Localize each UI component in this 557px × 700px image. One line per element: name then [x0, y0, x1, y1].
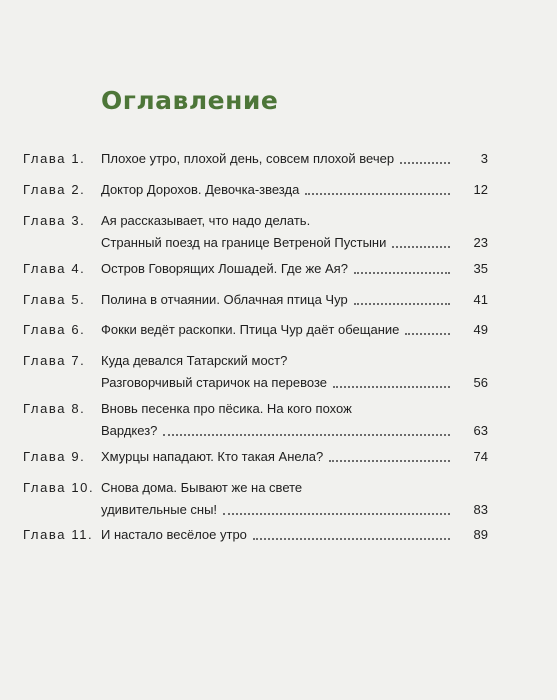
chapter-body	[101, 289, 488, 311]
chapter-body	[101, 524, 488, 546]
chapter-label: Глава 1.	[23, 151, 86, 166]
dot-leader	[305, 193, 450, 195]
chapter-line	[101, 148, 488, 170]
chapter-line	[101, 258, 488, 280]
page-number: 3	[480, 151, 488, 166]
chapter-body	[101, 398, 488, 442]
chapter-label: Глава 3.	[23, 213, 86, 228]
dot-leader	[392, 246, 450, 248]
page-number: 83	[473, 502, 488, 517]
chapter-label: Глава 2.	[23, 182, 86, 197]
chapter-body	[101, 477, 488, 521]
dot-leader	[163, 434, 450, 436]
chapter-body	[101, 350, 488, 394]
chapter-title: Фокки ведёт раскопки. Птица Чур даёт обещание	[101, 322, 400, 337]
dot-leader	[405, 333, 450, 335]
chapter-body	[101, 319, 488, 341]
chapter-title: Ая рассказывает, что надо делать.	[101, 213, 311, 228]
chapter-label: Глава 9.	[23, 449, 86, 464]
page-number: 35	[473, 261, 488, 276]
chapter-body	[101, 258, 488, 280]
chapter-line	[101, 477, 488, 499]
dot-leader	[329, 460, 450, 462]
chapter-label: Глава 4.	[23, 261, 86, 276]
chapter-title: Остров Говорящих Лошадей. Где же Ая?	[101, 261, 348, 276]
chapter-title: Разговорчивый старичок на перевозе	[101, 375, 328, 390]
chapter-line	[101, 179, 488, 201]
chapter-line	[101, 398, 488, 420]
chapter-line	[101, 319, 488, 341]
chapter-title: Вардкез?	[101, 423, 158, 438]
chapter-label: Глава 5.	[23, 292, 86, 307]
dot-leader	[354, 272, 450, 274]
chapter-title: Странный поезд на границе Ветреной Пустыни	[101, 235, 387, 250]
page-number: 56	[473, 375, 488, 390]
page-number: 74	[473, 449, 488, 464]
dot-leader	[253, 538, 450, 540]
chapter-line	[101, 232, 488, 254]
dot-leader	[400, 162, 450, 164]
chapter-body	[101, 210, 488, 254]
page-number: 12	[473, 182, 488, 197]
chapter-body	[101, 148, 488, 170]
chapter-line	[101, 499, 488, 521]
chapter-label: Глава 10.	[23, 480, 95, 495]
page-number: 23	[473, 235, 488, 250]
dot-leader	[223, 513, 450, 515]
page-number: 63	[473, 423, 488, 438]
chapter-line	[101, 289, 488, 311]
chapter-title: Доктор Дорохов. Девочка-звезда	[101, 182, 300, 197]
toc-title: Оглавление	[101, 86, 279, 115]
chapter-title: Плохое утро, плохой день, совсем плохой вечер	[101, 151, 395, 166]
chapter-label: Глава 6.	[23, 322, 86, 337]
chapter-title: Хмурцы нападают. Кто такая Анела?	[101, 449, 324, 464]
chapter-line	[101, 210, 488, 232]
chapter-title: Вновь песенка про пёсика. На кого похож	[101, 401, 352, 416]
chapter-title: И настало весёлое утро	[101, 527, 247, 542]
chapter-line	[101, 350, 488, 372]
chapter-line	[101, 524, 488, 546]
chapter-body	[101, 446, 488, 468]
chapter-line	[101, 420, 488, 442]
page-number: 89	[473, 527, 488, 542]
chapter-title: удивительные сны!	[101, 502, 218, 517]
page-number: 41	[473, 292, 488, 307]
dot-leader	[354, 303, 450, 305]
chapter-label: Глава 8.	[23, 401, 86, 416]
chapter-line	[101, 446, 488, 468]
chapter-title: Полина в отчаянии. Облачная птица Чур	[101, 292, 348, 307]
page-number: 49	[473, 322, 488, 337]
chapter-label: Глава 7.	[23, 353, 86, 368]
dot-leader	[333, 386, 450, 388]
chapter-title: Куда девался Татарский мост?	[101, 353, 288, 368]
chapter-label: Глава 11.	[23, 527, 94, 542]
chapter-title: Снова дома. Бывают же на свете	[101, 480, 303, 495]
chapter-body	[101, 179, 488, 201]
chapter-line	[101, 372, 488, 394]
